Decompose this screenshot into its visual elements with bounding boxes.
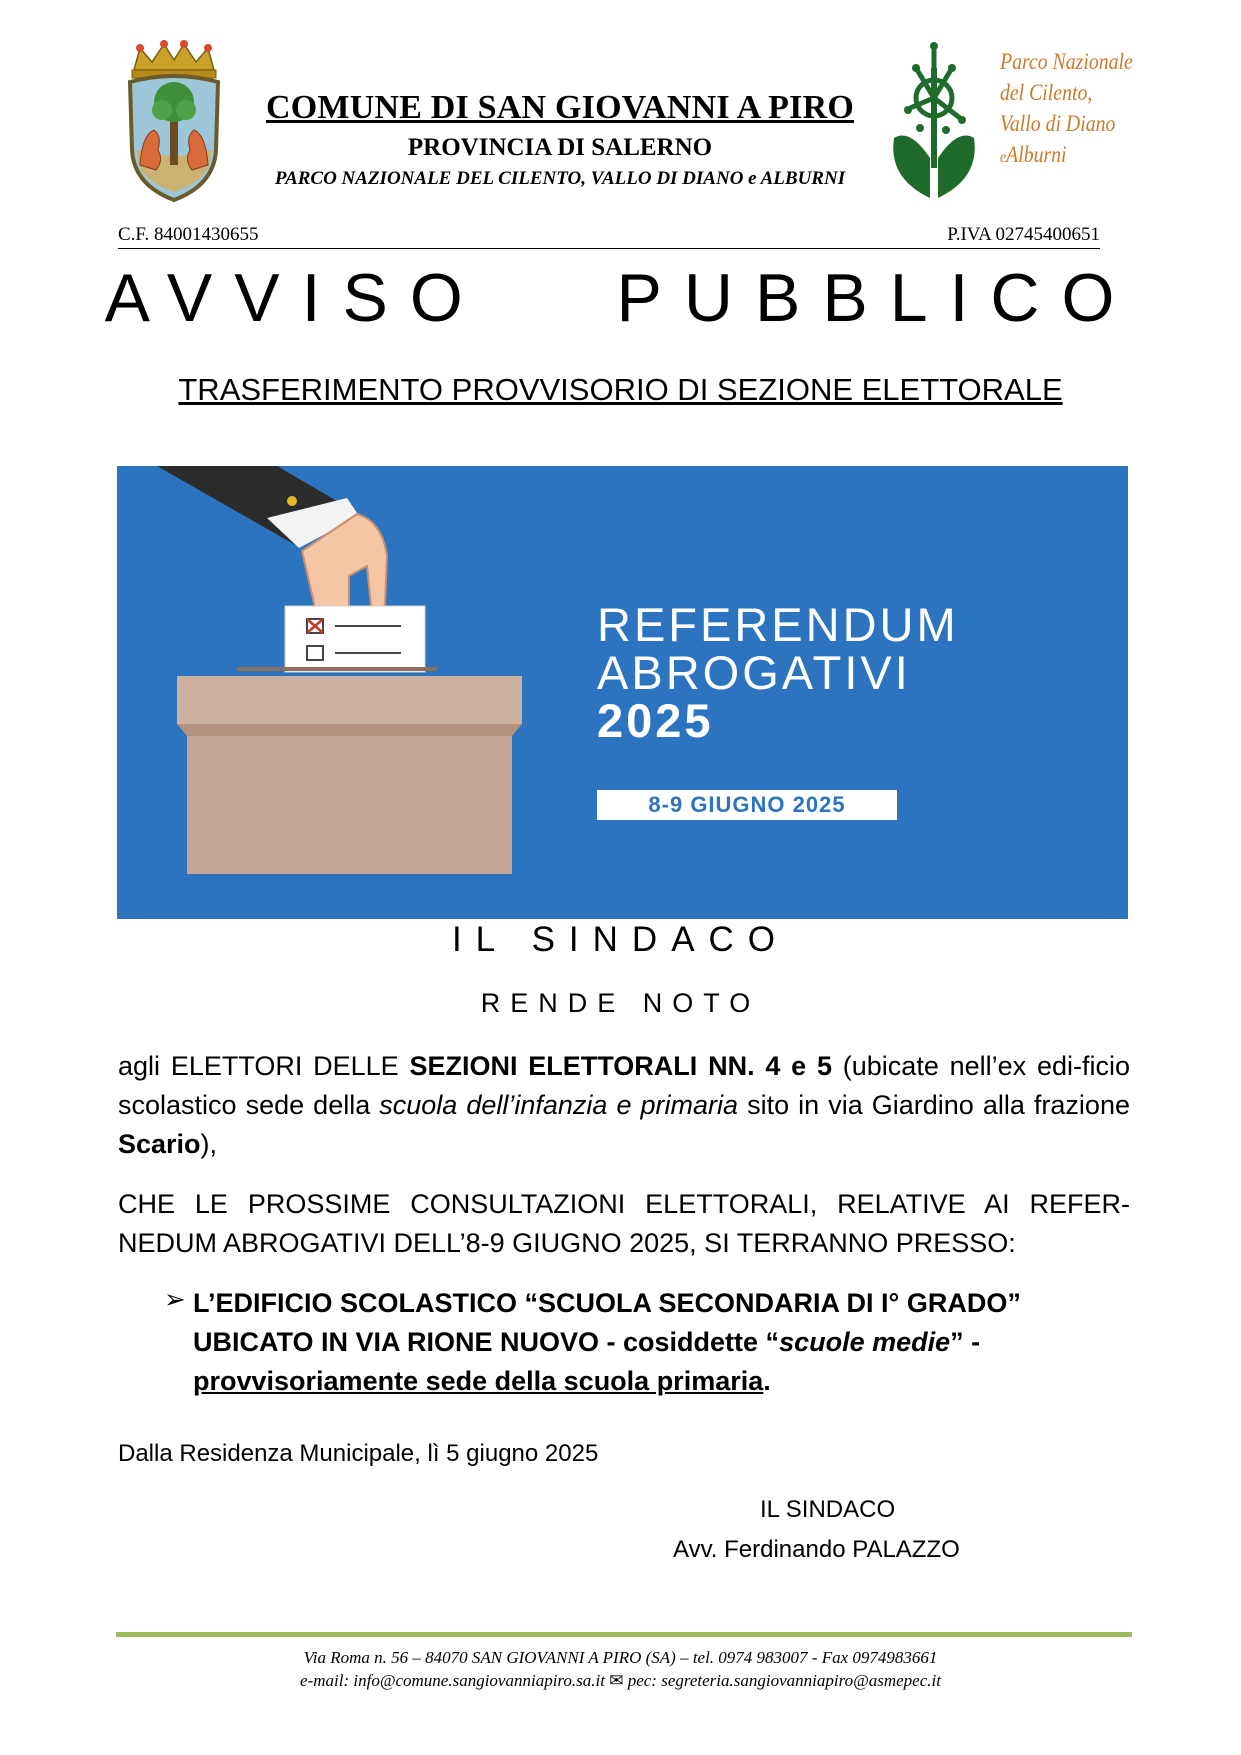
banner-text-block bbox=[597, 598, 959, 747]
footer-pec: pec: segreteria.sangiovanniapiro@asmepec.it bbox=[627, 1671, 941, 1690]
partita-iva: P.IVA 02745400651 bbox=[947, 224, 1100, 245]
mayor-heading: IL SINDACO bbox=[451, 920, 790, 959]
locality-name: Scario bbox=[118, 1129, 201, 1159]
banner-dates-badge: 8-9 GIUGNO 2025 bbox=[597, 790, 897, 820]
notice-title bbox=[0, 258, 1241, 338]
mail-icon: ✉ bbox=[609, 1671, 624, 1690]
paragraph-consultations: CHE LE PROSSIME CONSULTAZIONI ELETTORALI, RELATIVE AI REFER-NEDUM ABROGATIVI DELL’8-9 GIUGNO 2025, SI TERRANNO PRESSO: bbox=[118, 1189, 1130, 1258]
footer-email: e-mail: info@comune.sangiovanniapiro.sa.it bbox=[300, 1671, 605, 1690]
rende-noto-heading: RENDE NOTO bbox=[480, 988, 761, 1018]
park-name-line: PARCO NAZIONALE DEL CILENTO, VALLO DI DIANO e ALBURNI bbox=[274, 168, 846, 189]
province-name: PROVINCIA DI SALERNO bbox=[407, 134, 713, 161]
notice-title-word2: PUBBLICO bbox=[616, 260, 1137, 336]
banner-line1: REFERENDUM bbox=[597, 598, 959, 651]
fiscal-codes-row bbox=[118, 222, 1100, 249]
sections-number: SEZIONI ELETTORALI NN. 4 e 5 bbox=[409, 1051, 832, 1081]
park-logo-line2: del Cilento, bbox=[1000, 80, 1093, 105]
municipal-crest-icon bbox=[120, 40, 228, 205]
park-plant-icon bbox=[880, 38, 990, 203]
park-logo-text bbox=[1000, 46, 1133, 173]
park-logo-e: e bbox=[1000, 149, 1007, 166]
notice-title-word1: AVVISO bbox=[104, 260, 485, 336]
municipality-name: COMUNE DI SAN GIOVANNI A PIRO bbox=[266, 89, 854, 126]
footer-divider bbox=[116, 1632, 1132, 1637]
codice-fiscale: C.F. 84001430655 bbox=[118, 224, 259, 245]
signature-title: IL SINDACO bbox=[760, 1496, 896, 1523]
notice-subtitle: TRASFERIMENTO PROVVISORIO DI SEZIONE ELETTORALE bbox=[178, 372, 1063, 407]
footer-contacts bbox=[0, 1671, 1241, 1691]
park-logo bbox=[880, 38, 1133, 203]
municipality-heading bbox=[240, 88, 880, 192]
park-logo-line1: Parco Nazionale bbox=[1000, 49, 1133, 74]
referendum-banner bbox=[117, 466, 1128, 919]
arrow-bullet-icon: ➢ bbox=[164, 1284, 186, 1314]
paragraph-electors: agli ELETTORI DELLE SEZIONI ELETTORALI NN. 4 e 5 (ubicate nell’ex edi-ficio scolastico sede della scuola dell’infanzia e primaria sito in via Giardino alla frazione Scario), bbox=[118, 1051, 1131, 1159]
banner-year: 2025 bbox=[597, 694, 714, 747]
new-location-item: L’EDIFICIO SCOLASTICO “SCUOLA SECONDARIA DI I° GRADO” UBICATO IN VIA RIONE NUOVO - cosiddette “scuole medie” - provvisoriamente sede della scuola primaria. bbox=[193, 1288, 1021, 1396]
dateline: Dalla Residenza Municipale, lì 5 giugno 2025 bbox=[118, 1440, 599, 1467]
park-logo-line3: Vallo di Diano bbox=[1000, 111, 1116, 136]
signature-name: Avv. Ferdinando PALAZZO bbox=[673, 1536, 960, 1563]
park-logo-line4: Alburni bbox=[1006, 142, 1067, 167]
footer-address: Via Roma n. 56 – 84070 SAN GIOVANNI A PIRO (SA) – tel. 0974 983007 - Fax 0974983661 bbox=[303, 1648, 938, 1667]
banner-line2: ABROGATIVI bbox=[597, 646, 911, 699]
